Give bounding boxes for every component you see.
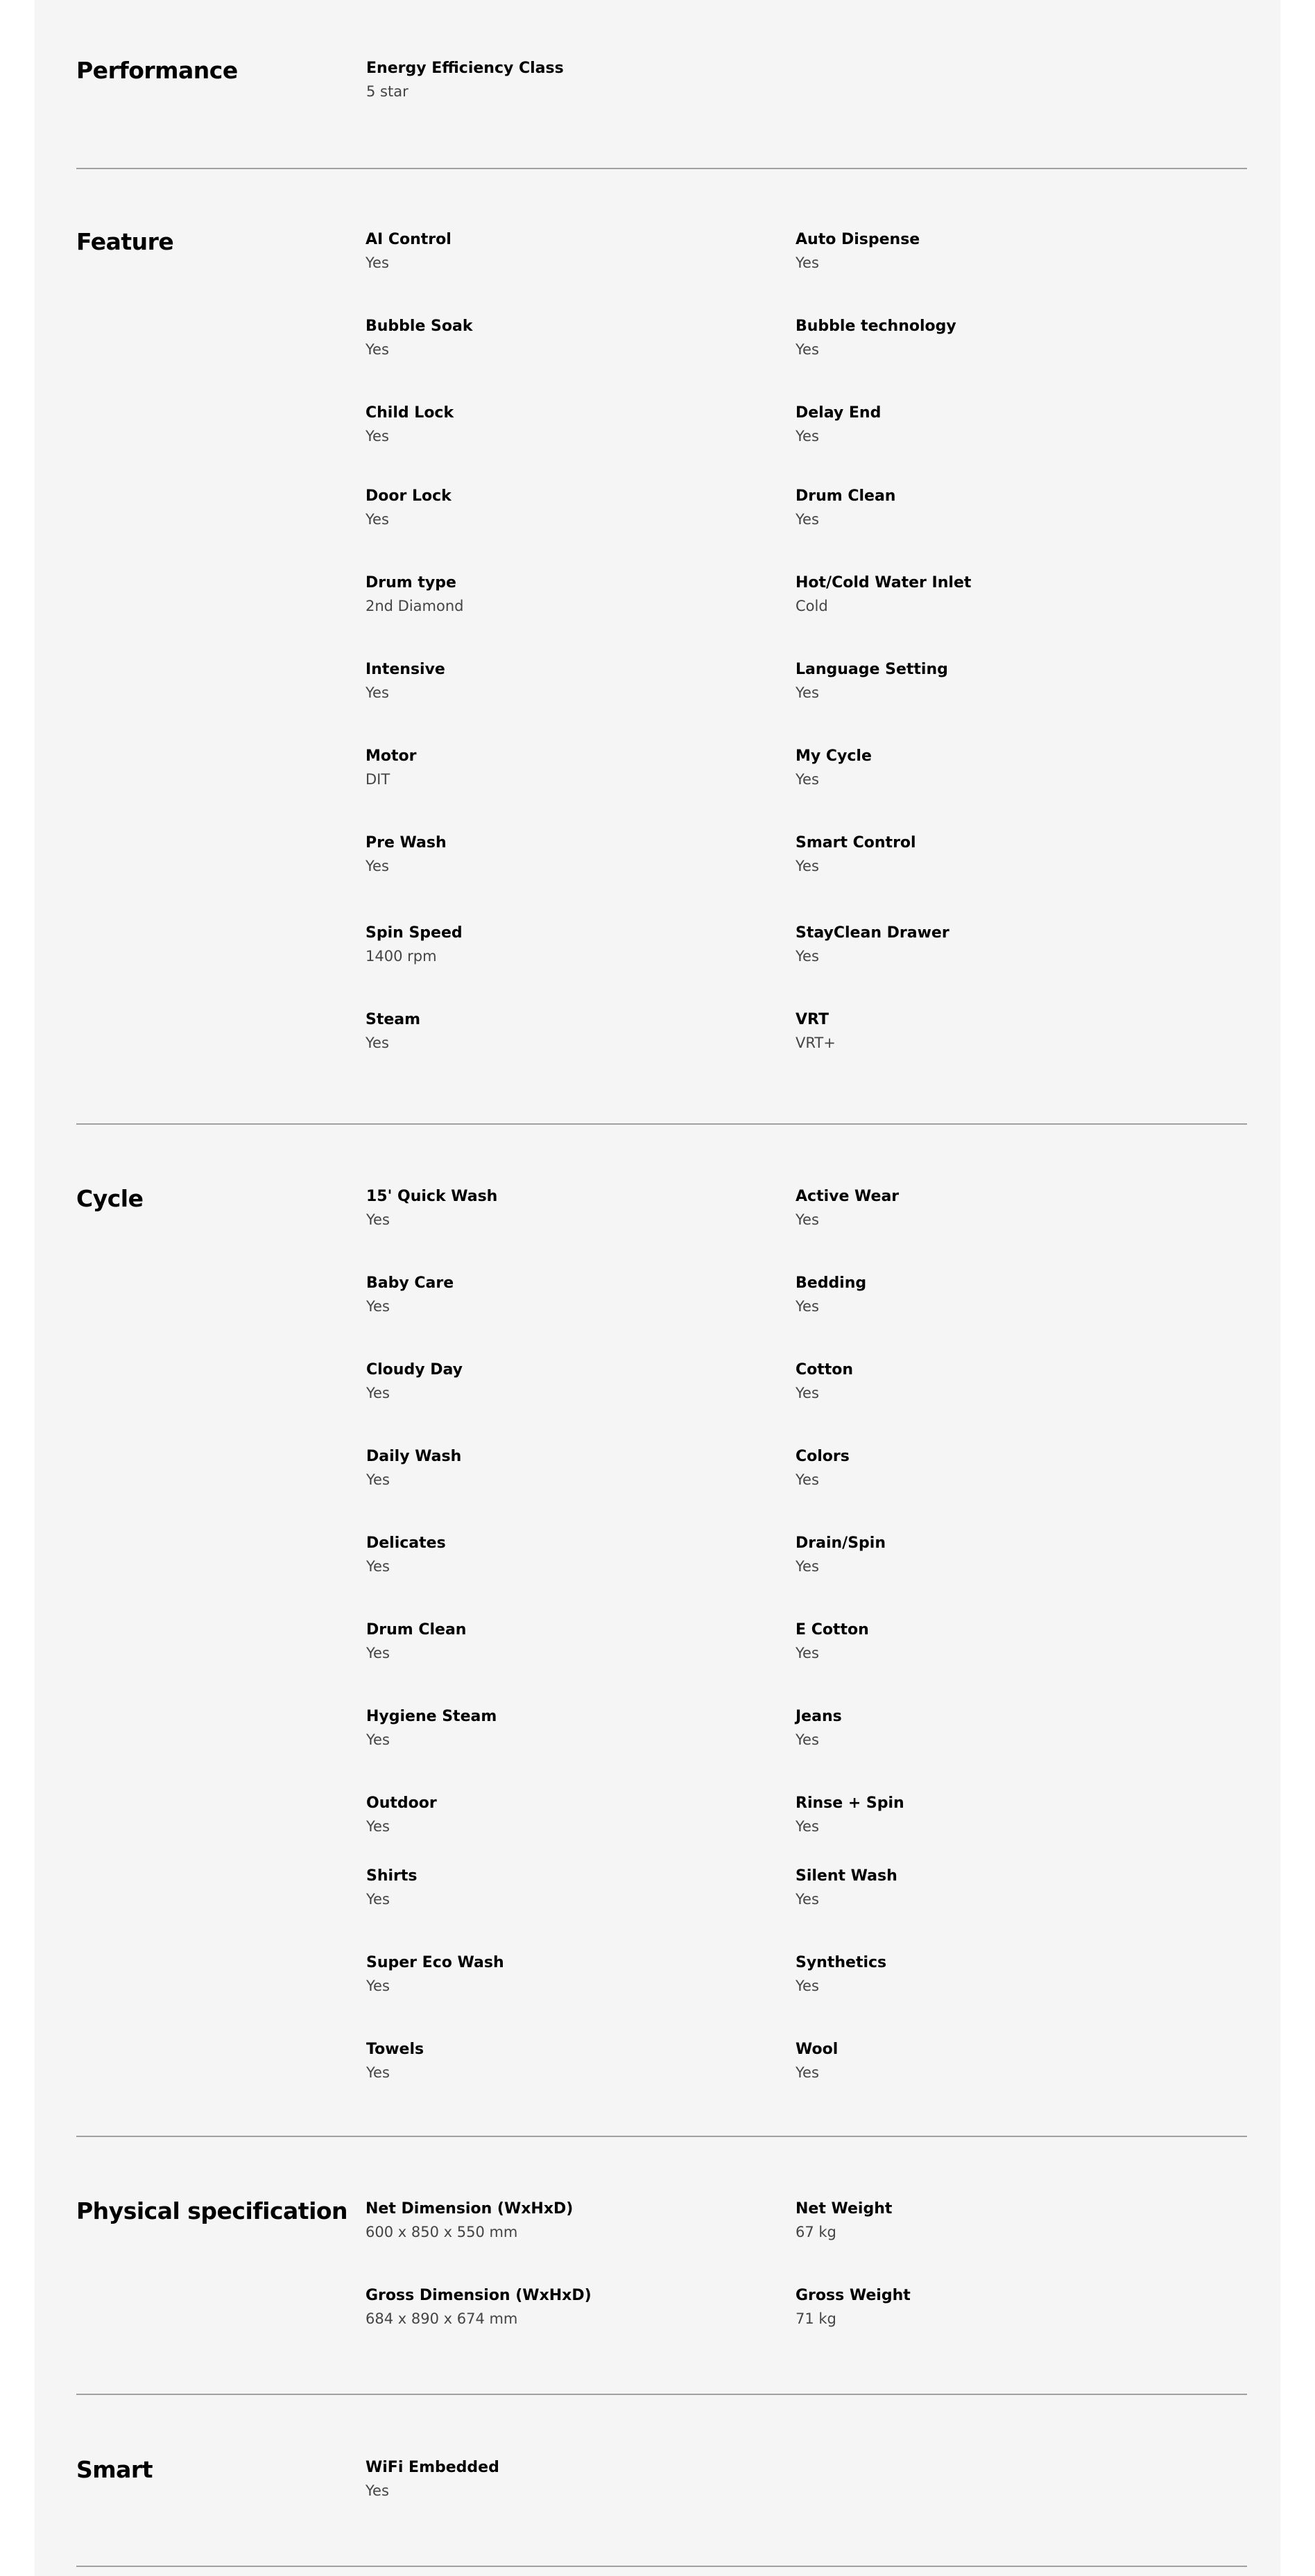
spec-label: Auto Dispense <box>796 231 920 248</box>
spec-item-feature-pre-wash <box>366 836 754 874</box>
spec-label: Synthetics <box>796 1954 887 1971</box>
spec-label: Shirts <box>366 1867 418 1885</box>
spec-label: Child Lock <box>366 404 454 422</box>
spec-item-cycle-daily-wash <box>366 1449 755 1487</box>
spec-item-feature-door-lock <box>366 489 754 527</box>
spec-label: Cotton <box>796 1361 854 1378</box>
spec-value: Yes <box>366 511 389 528</box>
spec-label: Door Lock <box>366 487 452 505</box>
spec-item-cycle-cloudy-day <box>366 1363 755 1401</box>
spec-value: Yes <box>366 428 389 444</box>
section-divider <box>76 2566 1247 2567</box>
spec-value: Yes <box>366 1471 390 1488</box>
spec-item-feature-intensive <box>366 662 754 700</box>
spec-item-cycle-silent-wash <box>796 1869 1184 1907</box>
spec-label: Baby Care <box>366 1274 454 1292</box>
spec-label: Colors <box>796 1448 850 1465</box>
spec-label: Drum Clean <box>366 1621 467 1639</box>
spec-value: Yes <box>796 2064 819 2081</box>
section-divider <box>76 168 1247 169</box>
spec-item-cycle-outdoor <box>366 1796 755 1834</box>
spec-label: AI Control <box>366 231 452 248</box>
spec-value: Yes <box>366 1891 390 1908</box>
spec-label: Cloudy Day <box>366 1361 463 1378</box>
spec-value: Yes <box>796 1471 819 1488</box>
spec-value: Yes <box>366 858 389 874</box>
spec-value: Yes <box>796 858 819 874</box>
spec-label: Delay End <box>796 404 882 422</box>
spec-value: 2nd Diamond <box>366 598 464 614</box>
spec-item-cycle-bedding <box>796 1276 1184 1314</box>
spec-item-physical-specification-gross-dimension-wxhxd <box>366 2288 754 2326</box>
spec-value: Yes <box>366 1978 390 1994</box>
spec-label: Drum type <box>366 574 456 591</box>
spec-value: 684 x 890 x 674 mm <box>366 2310 518 2327</box>
specs-panel <box>35 0 1280 2576</box>
spec-item-feature-drum-type <box>366 576 754 614</box>
section-title-physical-specification: Physical specification <box>76 2197 348 2224</box>
spec-item-cycle-e-cotton <box>796 1623 1184 1661</box>
section-divider <box>76 2394 1247 2395</box>
spec-label: Hot/Cold Water Inlet <box>796 574 972 591</box>
spec-item-feature-bubble-technology <box>796 319 1184 357</box>
spec-label: My Cycle <box>796 747 872 765</box>
spec-item-feature-smart-control <box>796 836 1184 874</box>
spec-value: Yes <box>796 1818 819 1835</box>
spec-item-cycle-colors <box>796 1449 1184 1487</box>
section-title-cycle: Cycle <box>76 1185 144 1212</box>
spec-item-cycle-cotton <box>796 1363 1184 1401</box>
spec-label: Bubble Soak <box>366 318 473 335</box>
spec-value: Yes <box>366 2482 389 2499</box>
spec-label: Bubble technology <box>796 318 956 335</box>
spec-label: Net Dimension (WxHxD) <box>366 2200 574 2218</box>
section-divider <box>76 2136 1247 2137</box>
spec-item-physical-specification-net-weight <box>796 2202 1184 2240</box>
spec-value: Yes <box>796 1978 819 1994</box>
spec-value: Yes <box>796 1731 819 1748</box>
spec-value: Yes <box>366 1298 390 1315</box>
spec-item-feature-hot-cold-water-inlet <box>796 576 1184 614</box>
spec-label: Intensive <box>366 661 445 678</box>
section-divider <box>76 1123 1247 1125</box>
spec-value: 1400 rpm <box>366 948 437 965</box>
spec-label: Gross Weight <box>796 2287 911 2304</box>
spec-label: Active Wear <box>796 1188 900 1205</box>
spec-label: Outdoor <box>366 1795 437 1812</box>
spec-item-cycle-rinse-spin <box>796 1796 1184 1834</box>
spec-value: Yes <box>796 511 819 528</box>
spec-item-cycle-wool <box>796 2042 1184 2080</box>
spec-value: Yes <box>796 1645 819 1661</box>
spec-value: Yes <box>796 341 819 358</box>
spec-label: 15' Quick Wash <box>366 1188 498 1205</box>
spec-value: Yes <box>366 684 389 701</box>
spec-label: Motor <box>366 747 417 765</box>
spec-label: Smart Control <box>796 834 916 852</box>
spec-item-cycle-active-wear <box>796 1189 1184 1227</box>
spec-item-feature-my-cycle <box>796 749 1184 787</box>
spec-value: 67 kg <box>796 2224 836 2240</box>
spec-label: Silent Wash <box>796 1867 897 1885</box>
spec-label: Steam <box>366 1011 421 1028</box>
spec-item-feature-delay-end <box>796 406 1184 444</box>
spec-label: Spin Speed <box>366 924 463 942</box>
spec-item-cycle-hygiene-steam <box>366 1709 755 1747</box>
spec-label: Super Eco Wash <box>366 1954 504 1971</box>
spec-item-feature-bubble-soak <box>366 319 754 357</box>
spec-value: Yes <box>366 1385 390 1401</box>
spec-item-cycle-baby-care <box>366 1276 755 1314</box>
spec-item-cycle-delicates <box>366 1536 755 1574</box>
spec-value: Yes <box>796 948 819 965</box>
spec-item-cycle-synthetics <box>796 1955 1184 1994</box>
spec-value: VRT+ <box>796 1035 836 1051</box>
spec-item-physical-specification-gross-weight <box>796 2288 1184 2326</box>
spec-item-feature-stayclean-drawer <box>796 926 1184 964</box>
spec-item-feature-ai-control <box>366 232 754 270</box>
spec-value: Yes <box>796 1385 819 1401</box>
spec-label: Delicates <box>366 1535 446 1552</box>
spec-value: Yes <box>796 1298 819 1315</box>
spec-value: Cold <box>796 598 828 614</box>
section-title-smart: Smart <box>76 2456 153 2483</box>
spec-label: Net Weight <box>796 2200 893 2218</box>
spec-value: Yes <box>366 1558 390 1575</box>
spec-value: 71 kg <box>796 2310 836 2327</box>
spec-value: Yes <box>796 684 819 701</box>
spec-value: 5 star <box>366 83 409 100</box>
spec-item-feature-steam <box>366 1012 754 1051</box>
spec-label: Daily Wash <box>366 1448 462 1465</box>
spec-label: Drum Clean <box>796 487 896 505</box>
section-title-feature: Feature <box>76 228 174 255</box>
spec-label: StayClean Drawer <box>796 924 949 942</box>
spec-item-feature-language-setting <box>796 662 1184 700</box>
spec-value: Yes <box>366 1645 390 1661</box>
spec-value: Yes <box>796 1558 819 1575</box>
spec-item-physical-specification-net-dimension-wxhxd <box>366 2202 754 2240</box>
spec-item-feature-motor <box>366 749 754 787</box>
spec-item-cycle-drain-spin <box>796 1536 1184 1574</box>
spec-value: Yes <box>796 428 819 444</box>
spec-item-cycle-super-eco-wash <box>366 1955 755 1994</box>
spec-label: Energy Efficiency Class <box>366 60 564 77</box>
spec-label: E Cotton <box>796 1621 869 1639</box>
spec-label: Drain/Spin <box>796 1535 886 1552</box>
spec-value: Yes <box>366 1211 390 1228</box>
spec-item-feature-child-lock <box>366 406 754 444</box>
spec-item-cycle-15-quick-wash <box>366 1189 755 1227</box>
spec-item-feature-spin-speed <box>366 926 754 964</box>
spec-item-feature-auto-dispense <box>796 232 1184 270</box>
spec-label: VRT <box>796 1011 829 1028</box>
spec-label: Pre Wash <box>366 834 447 852</box>
spec-value: Yes <box>366 254 389 271</box>
spec-label: Hygiene Steam <box>366 1708 497 1725</box>
spec-label: WiFi Embedded <box>366 2459 499 2476</box>
spec-label: Wool <box>796 2041 839 2058</box>
spec-value: Yes <box>796 254 819 271</box>
spec-label: Jeans <box>796 1708 842 1725</box>
spec-item-feature-vrt <box>796 1012 1184 1051</box>
spec-value: Yes <box>366 1035 389 1051</box>
spec-item-cycle-towels <box>366 2042 755 2080</box>
spec-item-cycle-jeans <box>796 1709 1184 1747</box>
spec-label: Bedding <box>796 1274 867 1292</box>
spec-label: Towels <box>366 2041 424 2058</box>
spec-value: Yes <box>366 341 389 358</box>
spec-item-cycle-shirts <box>366 1869 755 1907</box>
section-title-performance: Performance <box>76 57 238 84</box>
spec-value: Yes <box>366 1731 390 1748</box>
spec-item-cycle-drum-clean <box>366 1623 755 1661</box>
spec-item-performance-energy-efficiency-class <box>366 61 755 99</box>
spec-item-feature-drum-clean <box>796 489 1184 527</box>
spec-value: Yes <box>796 1891 819 1908</box>
spec-value: 600 x 850 x 550 mm <box>366 2224 518 2240</box>
spec-label: Gross Dimension (WxHxD) <box>366 2287 592 2304</box>
spec-value: Yes <box>366 1818 390 1835</box>
spec-value: Yes <box>366 2064 390 2081</box>
spec-item-smart-wifi-embedded <box>366 2460 754 2498</box>
spec-value: Yes <box>796 771 819 788</box>
spec-value: DIT <box>366 771 390 788</box>
spec-label: Rinse + Spin <box>796 1795 904 1812</box>
spec-value: Yes <box>796 1211 819 1228</box>
spec-label: Language Setting <box>796 661 948 678</box>
